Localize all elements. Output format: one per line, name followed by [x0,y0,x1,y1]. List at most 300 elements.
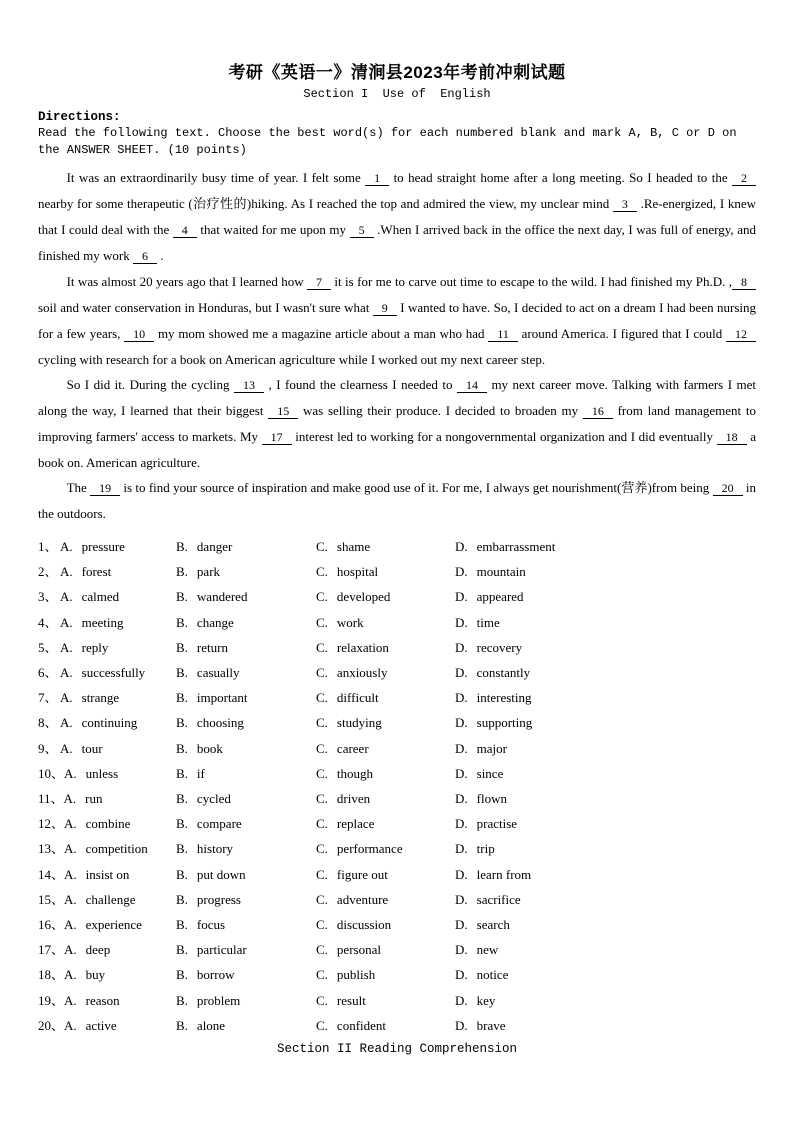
option-text: borrow [196,967,235,983]
option-text: continuing [81,715,138,731]
option-text: insist on [85,866,130,882]
option-letter: D. [455,816,468,832]
option-letter: A. [64,891,77,907]
cloze-blank-2: 2 [732,171,756,186]
option-letter: B. [176,589,188,605]
option-a [38,559,176,584]
option-text: focus [196,917,226,933]
option-text: calmed [81,589,120,605]
option-letter: B. [176,816,188,832]
option-b [176,962,316,987]
option-letter: B. [176,715,188,731]
option-text: confident [336,1017,387,1033]
option-text: strange [81,690,120,706]
option-letter: A. [64,942,77,958]
option-d [455,862,756,887]
question-number: 9、 [38,740,58,756]
question-number: 1、 [38,539,58,554]
option-text: major [476,740,507,756]
option-letter: A. [60,690,73,706]
option-a [38,635,176,660]
option-text: key [476,992,496,1008]
cloze-blank-7: 7 [307,275,331,290]
option-c [316,710,455,735]
option-a [38,811,176,836]
option-a [38,988,176,1013]
option-b [176,761,316,786]
option-b [176,887,316,912]
option-letter: B. [176,765,188,781]
option-text: driven [336,791,371,807]
option-letter: B. [176,841,188,857]
option-text: studying [336,715,382,731]
option-letter: B. [176,891,188,907]
question-number: 17、 [38,942,65,958]
option-letter: D. [455,866,468,882]
option-d [455,559,756,584]
option-c [316,660,455,685]
option-a [38,534,176,559]
option-letter: D. [455,841,468,857]
question-number: 16、 [38,917,65,933]
option-a [38,610,176,635]
option-letter: A. [64,992,77,1008]
option-text: successfully [81,665,146,681]
question-number: 19、 [38,992,65,1008]
option-c [316,635,455,660]
option-letter: B. [176,1017,188,1033]
option-letter: B. [176,564,188,580]
option-text: unless [85,765,119,781]
option-a [38,786,176,811]
option-c [316,685,455,710]
option-b [176,937,316,962]
option-b [176,660,316,685]
option-d [455,912,756,937]
option-text: pressure [81,539,125,554]
option-text: publish [336,967,376,983]
option-text: meeting [81,614,124,630]
option-d [455,786,756,811]
option-c [316,559,455,584]
option-c [316,912,455,937]
cloze-blank-15: 15 [268,404,298,419]
cloze-blank-10: 10 [124,327,154,342]
option-text: though [336,765,374,781]
option-letter: A. [60,564,73,580]
question-number: 20、 [38,1017,65,1033]
option-text: embarrassment [476,539,556,554]
cloze-blank-5: 5 [350,223,374,238]
option-letter: B. [176,942,188,958]
cloze-text [38,165,756,526]
question-row-7 [38,685,756,710]
option-a [38,912,176,937]
option-text: sacrifice [476,891,521,907]
cloze-paragraph: It was an extraordinarily busy time of year. I felt some 1 to head straight home after a long meeting. So I headed to the 2 nearby for some therapeutic (治疗性的)hiking. As I reached the top and admired the view, my unclear mind 3 .Re-energized, I knew that I could deal with the 4 that waited for me upon my 5 .When I arrived back in the office the next day, I was full of energy, and finished my work 6 . [38,170,756,263]
option-b [176,811,316,836]
option-text: replace [336,816,375,832]
option-a [38,862,176,887]
option-letter: A. [63,791,77,807]
option-d [455,660,756,685]
option-c [316,761,455,786]
option-text: if [196,765,205,781]
cloze-blank-11: 11 [488,327,518,342]
option-c [316,836,455,861]
option-letter: A. [60,740,73,756]
option-letter: D. [455,891,468,907]
option-letter: D. [455,665,468,681]
option-letter: B. [176,665,188,681]
option-letter: C. [316,765,328,781]
option-letter: B. [176,539,188,554]
option-b [176,786,316,811]
option-text: competition [85,841,148,857]
option-a [38,887,176,912]
option-letter: A. [64,866,77,882]
question-row-15 [38,887,756,912]
option-letter: D. [455,765,468,781]
question-row-18 [38,962,756,987]
option-letter: C. [316,690,328,706]
option-text: challenge [85,891,136,907]
option-text: since [476,765,504,781]
option-text: compare [196,816,242,832]
cloze-blank-17: 17 [262,430,292,445]
option-text: flown [476,791,507,807]
option-text: trip [476,841,495,857]
option-letter: B. [176,614,188,630]
option-b [176,584,316,609]
question-number: 18、 [38,967,65,983]
option-letter: B. [176,740,188,756]
option-d [455,584,756,609]
option-letter: D. [455,564,468,580]
option-text: work [336,614,364,630]
option-text: wandered [196,589,248,605]
directions-text: Read the following text. Choose the best word(s) for each numbered blank and mark A, B, C or D on the ANSWER SHEET. (10 points) [38,126,737,157]
option-letter: C. [316,917,328,933]
option-c [316,862,455,887]
option-text: brave [476,1017,506,1033]
option-letter: B. [176,866,188,882]
question-row-19 [38,988,756,1013]
option-b [176,1013,316,1038]
cloze-blank-13: 13 [234,378,264,393]
option-a [38,736,176,761]
question-number: 10、 [38,765,65,781]
cloze-blank-3: 3 [613,197,637,212]
page-title: 考研《英语一》清涧县2023年考前冲刺试题 [228,63,566,82]
option-letter: A. [60,614,73,630]
option-c [316,962,455,987]
option-letter: C. [316,589,328,605]
section1-header: Section I Use of English [303,87,491,101]
option-text: career [336,740,369,756]
option-letter: A. [64,917,77,933]
option-c [316,1013,455,1038]
option-letter: D. [455,942,468,958]
option-a [38,660,176,685]
option-text: forest [81,564,112,580]
option-letter: C. [316,841,328,857]
option-letter: C. [316,740,328,756]
cloze-blank-16: 16 [583,404,613,419]
option-text: change [196,614,234,630]
option-text: hospital [336,564,379,580]
option-c [316,610,455,635]
options-list [38,534,756,1038]
option-letter: A. [60,589,73,605]
question-number: 7、 [38,690,58,706]
question-number: 14、 [38,866,65,882]
option-d [455,610,756,635]
option-letter: D. [455,539,468,554]
option-a [38,584,176,609]
option-letter: A. [64,841,77,857]
option-d [455,710,756,735]
option-text: new [476,942,499,958]
option-letter: D. [455,917,468,933]
option-text: danger [196,539,233,554]
option-b [176,736,316,761]
question-number: 5、 [38,639,58,655]
option-text: result [336,992,366,1008]
option-text: important [196,690,248,706]
option-d [455,736,756,761]
option-a [38,761,176,786]
question-row-10 [38,761,756,786]
option-letter: A. [60,665,73,681]
option-d [455,635,756,660]
question-row-2 [38,559,756,584]
question-number: 6、 [38,665,58,681]
question-number: 13、 [38,841,65,857]
cloze-blank-8: 8 [732,275,756,290]
option-letter: B. [176,690,188,706]
option-letter: A. [64,765,77,781]
option-letter: C. [316,866,328,882]
question-row-6 [38,660,756,685]
question-row-4 [38,610,756,635]
option-letter: C. [316,639,328,655]
option-b [176,685,316,710]
option-text: active [85,1017,117,1033]
option-d [455,761,756,786]
cloze-blank-1: 1 [365,171,389,186]
option-text: search [476,917,510,933]
option-letter: D. [455,967,468,983]
question-row-14 [38,862,756,887]
option-letter: D. [455,690,468,706]
option-c [316,811,455,836]
option-a [38,962,176,987]
option-d [455,811,756,836]
cloze-blank-6: 6 [133,249,157,264]
option-text: reply [81,639,109,655]
option-text: personal [336,942,381,958]
option-text: shame [336,539,371,554]
option-c [316,534,455,559]
option-text: performance [336,841,403,857]
option-letter: C. [316,791,328,807]
option-d [455,988,756,1013]
option-letter: C. [316,665,328,681]
option-text: casually [196,665,240,681]
question-number: 2、 [38,564,58,580]
cloze-paragraph: So I did it. During the cycling 13 , I found the clearness I needed to 14 my next career move. Talking with farmers I met along the way, I learned that their biggest 15 was selling their produce. I decided to broaden my 16 from land management to improving farmers' access to markets. My 17 interest led to working for a nongovernmental organization and I did eventually 18 a book on. American agriculture. [38,377,757,470]
question-row-11 [38,786,756,811]
option-d [455,836,756,861]
option-text: time [476,614,500,630]
option-letter: D. [455,639,468,655]
option-text: park [196,564,221,580]
question-row-12 [38,811,756,836]
option-c [316,988,455,1013]
option-text: cycled [196,791,231,807]
option-text: tour [81,740,103,756]
option-text: book [196,740,223,756]
cloze-blank-14: 14 [457,378,487,393]
question-number: 3、 [38,589,58,605]
option-a [38,685,176,710]
option-a [38,937,176,962]
question-number: 11、 [38,791,64,807]
option-text: interesting [476,690,532,706]
cloze-blank-9: 9 [373,301,397,316]
option-letter: D. [455,740,468,756]
option-text: supporting [476,715,533,731]
option-b [176,610,316,635]
option-a [38,1013,176,1038]
option-text: run [85,791,103,807]
option-letter: B. [176,967,188,983]
option-letter: D. [455,992,468,1008]
option-d [455,937,756,962]
option-text: experience [85,917,142,933]
option-letter: D. [455,1017,468,1033]
option-letter: A. [64,816,77,832]
option-letter: C. [316,1017,328,1033]
cloze-paragraph: It was almost 20 years ago that I learned how 7 it is for me to carve out time to escape to the wild. I had finished my Ph.D. , 8 soil and water conservation in Honduras, but I wasn't sure what 9 I wanted to have. So, I decided to act on a dream I had been nursing for a few years, 10 my mom showed me a magazine article about a man who had 11 around America. I figured that I could 12 cycling with research for a book on American agriculture while I worked out my next career step. [38,274,756,367]
question-row-16 [38,912,756,937]
question-row-8 [38,710,756,735]
option-letter: A. [64,967,77,983]
option-text: alone [196,1017,226,1033]
option-text: adventure [336,891,389,907]
option-text: developed [336,589,391,605]
option-letter: D. [455,589,468,605]
option-text: discussion [336,917,392,933]
question-row-20 [38,1013,756,1038]
option-text: difficult [336,690,379,706]
question-row-9 [38,736,756,761]
option-letter: B. [176,992,188,1008]
option-text: combine [85,816,131,832]
question-number: 4、 [38,614,58,630]
question-row-5 [38,635,756,660]
option-letter: D. [455,791,468,807]
cloze-blank-20: 20 [713,481,743,496]
option-text: relaxation [336,639,389,655]
option-letter: D. [455,614,468,630]
cloze-paragraph: The 19 is to find your source of inspiration and make good use of it. For me, I always get nourishment(营养)from being 20 in the outdoors. [38,480,756,521]
option-letter: B. [176,639,188,655]
option-a [38,710,176,735]
section2-header: Section II Reading Comprehension [276,1042,518,1057]
option-text: choosing [196,715,244,731]
option-letter: C. [316,891,328,907]
option-text: learn from [476,866,532,882]
cloze-blank-4: 4 [173,223,197,238]
option-c [316,887,455,912]
question-number: 12、 [38,816,65,832]
option-letter: D. [455,715,468,731]
option-b [176,710,316,735]
option-c [316,736,455,761]
directions [38,109,756,159]
option-letter: A. [60,639,73,655]
option-text: problem [196,992,241,1008]
option-letter: C. [316,816,328,832]
option-letter: C. [316,967,328,983]
option-text: practise [476,816,518,832]
question-number: 8、 [38,715,58,731]
option-letter: B. [176,791,188,807]
option-text: appeared [476,589,524,605]
option-letter: C. [316,942,328,958]
question-number: 15、 [38,891,65,907]
option-letter: C. [316,992,328,1008]
option-text: figure out [336,866,388,882]
option-text: recovery [476,639,523,655]
option-d [455,534,756,559]
option-text: buy [85,967,106,983]
cloze-blank-18: 18 [717,430,747,445]
option-c [316,584,455,609]
option-letter: C. [316,715,328,731]
option-text: anxiously [336,665,388,681]
option-b [176,912,316,937]
option-d [455,887,756,912]
option-b [176,559,316,584]
option-b [176,836,316,861]
option-c [316,937,455,962]
cloze-blank-19: 19 [90,481,120,496]
option-letter: C. [316,614,328,630]
option-b [176,534,316,559]
option-d [455,962,756,987]
question-row-3 [38,584,756,609]
option-b [176,635,316,660]
option-text: particular [196,942,247,958]
option-letter: C. [316,539,328,554]
option-text: return [196,639,228,655]
option-text: notice [476,967,509,983]
cloze-blank-12: 12 [726,327,756,342]
option-letter: A. [60,715,73,731]
option-text: mountain [476,564,526,580]
directions-label: Directions: [38,110,121,124]
option-text: reason [85,992,120,1008]
option-text: history [196,841,234,857]
option-d [455,685,756,710]
option-letter: A. [60,539,73,554]
question-row-13 [38,836,756,861]
option-c [316,786,455,811]
question-row-17 [38,937,756,962]
